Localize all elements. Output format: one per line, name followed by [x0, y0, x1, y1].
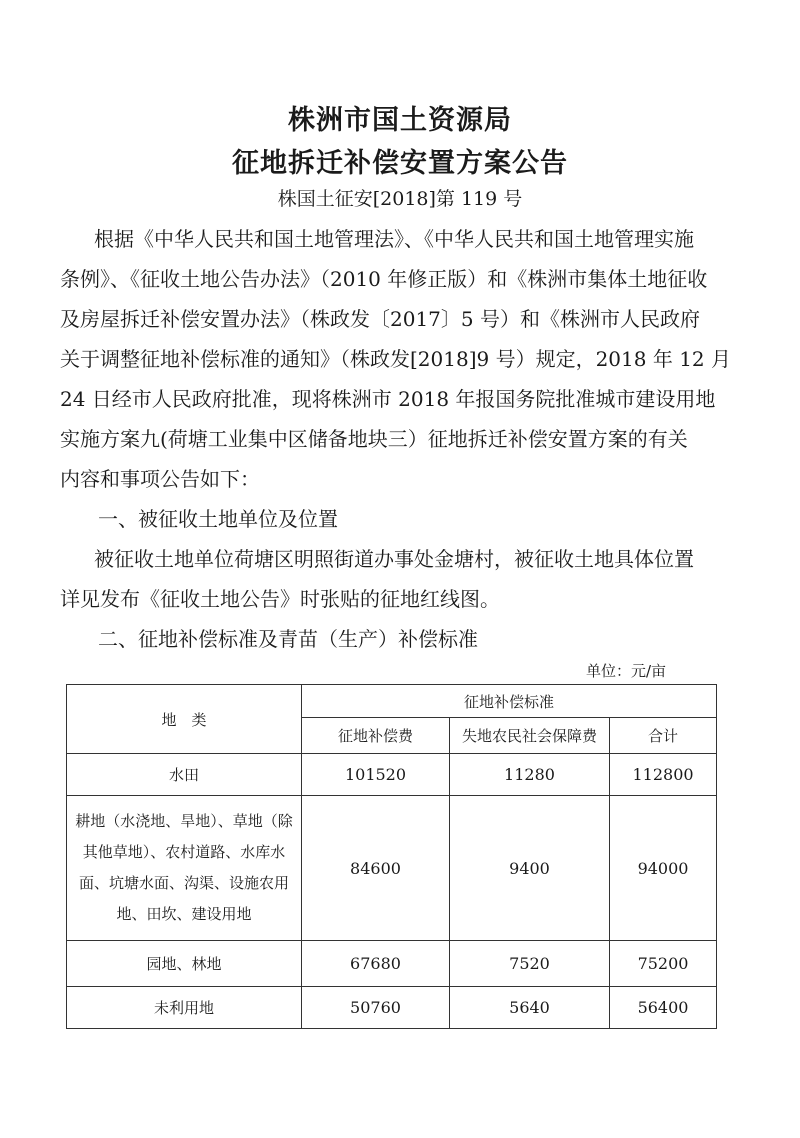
- paragraph-line: 24 日经市人民政府批准，现将株洲市 2018 年报国务院批准城市建设用地: [60, 387, 716, 411]
- compensation-table: [66, 684, 717, 1029]
- land-type-line: 面、坑塘水面、沟渠、设施农用: [78, 874, 289, 892]
- value-cell: 112800: [610, 754, 717, 796]
- table-row: [67, 987, 717, 1029]
- header-land-type: 地 类: [67, 685, 302, 754]
- unit-label: 单位：元/亩: [586, 662, 667, 680]
- value-cell: 101520: [302, 754, 450, 796]
- paragraph-line: 及房屋拆迁补偿安置办法》（株政发〔2017〕5 号）和《株洲市人民政府: [60, 307, 700, 331]
- section-heading: 二、征地补偿标准及青苗（生产）补偿标准: [98, 627, 478, 651]
- paragraph-line: 内容和事项公告如下：: [60, 467, 260, 491]
- document-title-line2: 征地拆迁补偿安置方案公告: [232, 148, 568, 179]
- table-row: [67, 941, 717, 987]
- land-type-cell: [67, 796, 302, 941]
- value-cell: 94000: [610, 796, 717, 941]
- document-number: 株国土征安[2018]第 119 号: [277, 188, 523, 210]
- header-col-social-security: 失地农民社会保障费: [450, 718, 610, 754]
- value-cell: 84600: [302, 796, 450, 941]
- header-compensation-standard: 征地补偿标准: [302, 685, 717, 718]
- value-cell: 67680: [302, 941, 450, 987]
- value-cell: 7520: [450, 941, 610, 987]
- value-cell: 56400: [610, 987, 717, 1029]
- land-type-cell: 水田: [67, 754, 302, 796]
- land-type-line: 地、田坎、建设用地: [116, 905, 252, 923]
- value-cell: 11280: [450, 754, 610, 796]
- paragraph-line: 关于调整征地补偿标准的通知》（株政发[2018]9 号）规定，2018 年 12 月: [60, 347, 732, 371]
- table-row: [67, 796, 717, 941]
- value-cell: 5640: [450, 987, 610, 1029]
- header-col-total: 合计: [610, 718, 717, 754]
- document-title-line1: 株洲市国土资源局: [288, 105, 512, 136]
- paragraph-line: 详见发布《征收土地公告》时张贴的征地红线图。: [60, 587, 500, 611]
- land-type-cell: 未利用地: [67, 987, 302, 1029]
- land-type-cell: 园地、林地: [67, 941, 302, 987]
- paragraph-line: 实施方案九(荷塘工业集中区储备地块三）征地拆迁补偿安置方案的有关: [60, 427, 688, 451]
- header-col-land-compensation: 征地补偿费: [302, 718, 450, 754]
- paragraph-line: 条例》、《征收土地公告办法》（2010 年修正版）和《株洲市集体土地征收: [60, 267, 708, 291]
- value-cell: 9400: [450, 796, 610, 941]
- paragraph-line: 根据《中华人民共和国土地管理法》、《中华人民共和国土地管理实施: [94, 227, 694, 251]
- section-heading: 一、被征收土地单位及位置: [98, 507, 338, 531]
- value-cell: 75200: [610, 941, 717, 987]
- land-type-line: 其他草地）、农村道路、水库水: [82, 843, 286, 861]
- value-cell: 50760: [302, 987, 450, 1029]
- paragraph-line: 被征收土地单位荷塘区明照街道办事处金塘村，被征收土地具体位置: [94, 547, 694, 571]
- land-type-line: 耕地（水浇地、旱地）、草地（除: [75, 812, 293, 830]
- table-row: [67, 754, 717, 796]
